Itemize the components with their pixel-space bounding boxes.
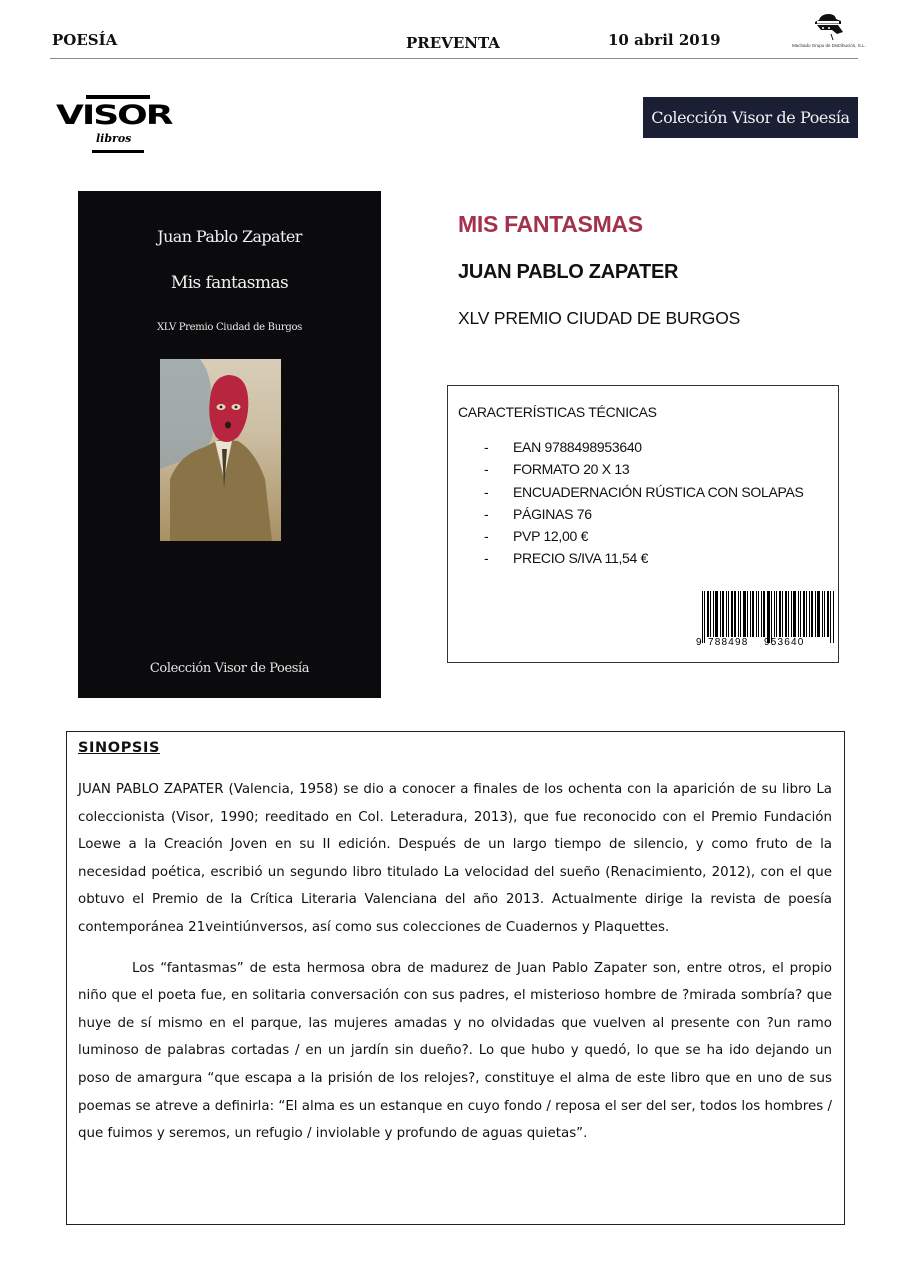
logo-subtitle: libros xyxy=(96,132,132,145)
specs-list xyxy=(484,436,804,570)
header-divider xyxy=(50,58,858,59)
cover-collection: Colección Visor de Poesía xyxy=(149,661,310,676)
barcode-digits xyxy=(696,637,816,648)
synopsis-paragraph-2: Los “fantasmas” de esta hermosa obra de madurez de Juan Pablo Zapater son, entre otros, el propio niño que el poeta fue, en solitaria conversación con sus padres, el misterioso hombre de ?mirada sombría? que huye de sí mismo en el parque, las mujeres amadas y no olvidadas que vuelven al presente con ?un ramo luminoso de palabras cortadas / en un jardín sin dueño?. Lo que hubo y quedó, lo que se ha ido dejando un poso de amargura “que escapa a la prisión de los relojes?, constituye el alma de este libro que en uno de sus poemas se atreve a definirla: “El alma es un estanque en cuyo fondo / reposa el ser del ser, todos los hombres / que fuimos y seremos, un refugio / inviolable y profundo de aguas quietas”. xyxy=(78,960,832,1142)
specs-heading: CARACTERÍSTICAS TÉCNICAS xyxy=(458,404,657,420)
technical-specs-box xyxy=(447,385,839,663)
logo-word: VISOR xyxy=(56,100,172,131)
list-dash: - xyxy=(484,528,489,545)
spec-text: EAN 9788498953640 xyxy=(513,439,642,455)
masked-man-illustration xyxy=(160,359,281,541)
logo-bar-bottom xyxy=(92,150,144,153)
list-dash: - xyxy=(484,483,489,500)
logo-bar-top xyxy=(86,95,150,99)
list-dash: - xyxy=(484,439,489,455)
spec-item-price-no-vat xyxy=(484,547,804,569)
spec-item-format xyxy=(484,458,804,480)
list-dash: - xyxy=(484,461,489,478)
collection-banner-label: Colección Visor de Poesía xyxy=(651,108,850,127)
spec-text: FORMATO 20 X 13 xyxy=(513,461,630,478)
cover-artwork xyxy=(160,359,281,541)
spec-text: PRECIO S/IVA 11,54 € xyxy=(513,550,649,567)
synopsis-paragraph-1: JUAN PABLO ZAPATER (Valencia, 1958) se dio a conocer a finales de los ochenta con la aparición de su libro La coleccionista (Visor, 1990; reeditado en Col. Leteradura, 2013), que fue reconocido con el Premio Fundación Loewe a la Creación Joven en su II edición. Después de un largo tiempo de silencio, y como fruto de la necesidad poética, escribió un segundo libro titulado La velocidad del sueño (Renacimiento, 2012), con el que obtuvo el Premio de la Crítica Literaria Valenciana del año 2013. Actualmente dirige la revista de poesía contemporánea 21veintiúnversos, así como sus colecciones de Cuadernos y Plaquettes. xyxy=(78,782,832,935)
barcode-right-group: 953640 xyxy=(764,637,805,648)
book-title: MIS FANTASMAS xyxy=(458,211,643,237)
collection-banner xyxy=(643,97,858,138)
synopsis-box xyxy=(66,731,845,1225)
distributor-caption: Machado Grupo de Distribución, S.L. xyxy=(792,43,866,48)
barcode-lead-digit: 9 xyxy=(696,637,702,648)
distributor-logo xyxy=(792,12,866,56)
header-category: POESÍA xyxy=(52,31,118,49)
spec-text: PÁGINAS 76 xyxy=(513,505,592,522)
spec-item-pvp xyxy=(484,525,804,547)
synopsis-body xyxy=(78,776,832,1148)
book-author: JUAN PABLO ZAPATER xyxy=(458,261,679,283)
ean-barcode xyxy=(696,591,816,651)
barcode-left-group: 788498 xyxy=(708,637,749,648)
cover-prize: XLV Premio Ciudad de Burgos xyxy=(156,322,303,333)
barcode-bars-icon xyxy=(702,591,835,637)
list-dash: - xyxy=(484,505,489,522)
cover-title: Mis fantasmas xyxy=(170,273,289,293)
book-cover-image xyxy=(78,191,381,698)
cover-author: Juan Pablo Zapater xyxy=(157,227,302,246)
synopsis-heading: SINOPSIS xyxy=(78,740,161,756)
hat-man-icon xyxy=(807,12,847,42)
header-presale-label: PREVENTA xyxy=(406,34,500,52)
spec-text: PVP 12,00 € xyxy=(513,528,589,545)
visor-libros-logo xyxy=(56,90,176,156)
list-dash: - xyxy=(484,550,489,567)
spec-item-binding xyxy=(484,481,804,503)
spec-text: ENCUADERNACIÓN RÚSTICA CON SOLAPAS xyxy=(513,483,804,500)
header-date: 10 abril 2019 xyxy=(608,31,721,49)
spec-item-ean xyxy=(484,436,804,458)
spec-item-pages xyxy=(484,503,804,525)
book-prize: XLV PREMIO CIUDAD DE BURGOS xyxy=(458,308,741,328)
